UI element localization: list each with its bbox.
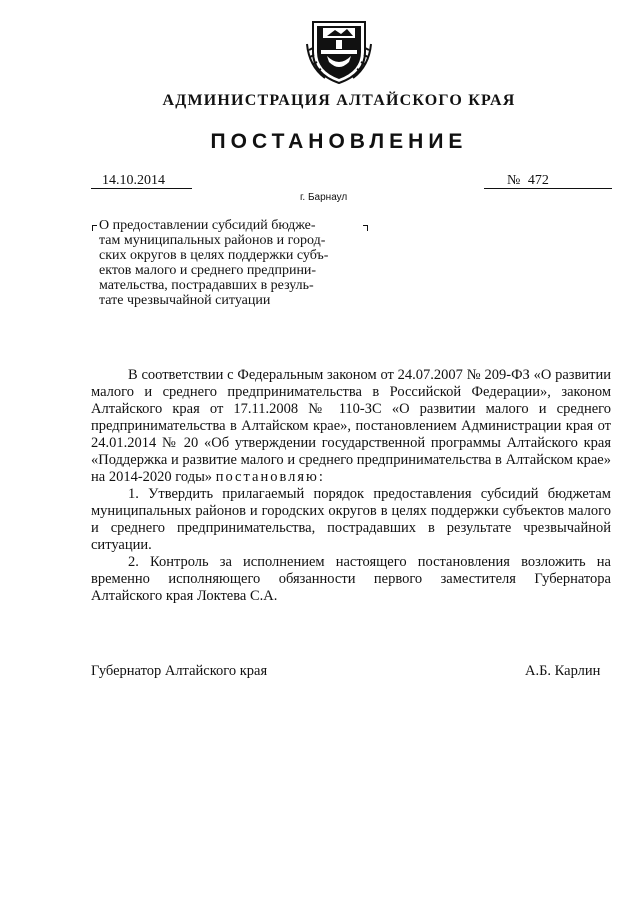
city-name: г. Барнаул (300, 192, 348, 203)
document-type: ПОСТАНОВЛЕНИЕ (210, 130, 468, 153)
number-underline (484, 188, 612, 189)
document-number: № 472 (507, 173, 549, 188)
decree-word: постановляю: (215, 469, 325, 485)
item-1-paragraph: 1. Утвердить прилагаемый порядок предоставления субсидий бюджетам муниципальных районов и городских округов в целях поддержки субъектов малого и среднего предпринимательства, пострадавших в результате чрезвычайной ситуации. (91, 486, 611, 553)
preamble-paragraph (91, 367, 611, 486)
altai-coat-of-arms-icon (305, 16, 373, 86)
signatory-title: Губернатор Алтайского края (91, 663, 268, 679)
document-date: 14.10.2014 (102, 173, 165, 188)
subject-line: мательства, пострадавших в резуль- (99, 278, 314, 293)
subject-line: ектов малого и среднего предприни- (99, 263, 317, 278)
document-subject (99, 218, 369, 308)
issuing-authority: АДМИНИСТРАЦИЯ АЛТАЙСКОГО КРАЯ (162, 92, 516, 109)
preamble-text: В соответствии с Федеральным законом от 24.07.2007 № 209-ФЗ «О развитии малого и среднего предпринимательства в Российской Федерации», законом Алтайского края от 17.11.2008 № 110-ЗС «О развитии малого и среднего предпринимательства в Алтайском крае», постановлением Администрации края от 24.01.2014 № 20 «Об утверждении государственной программы Алтайского края «Поддержка и развитие малого и среднего предпринимательства в Алтайском крае» на 2014-2020 годы» (91, 367, 611, 485)
subject-line: ских округов в целях поддержки субъ- (99, 248, 329, 263)
subject-line: тате чрезвычайной ситуации (99, 293, 271, 308)
signatory-name: А.Б. Карлин (525, 663, 601, 679)
item-2-paragraph: 2. Контроль за исполнением настоящего постановления возложить на временно исполняющего обязанности первого заместителя Губернатора Алтайского края Локтева С.А. (91, 554, 611, 604)
subject-bracket-left (92, 225, 97, 231)
subject-line: там муниципальных районов и город- (99, 233, 326, 248)
date-underline (91, 188, 192, 189)
document-body (91, 367, 611, 605)
subject-line: О предоставлении субсидий бюдже- (99, 218, 316, 233)
